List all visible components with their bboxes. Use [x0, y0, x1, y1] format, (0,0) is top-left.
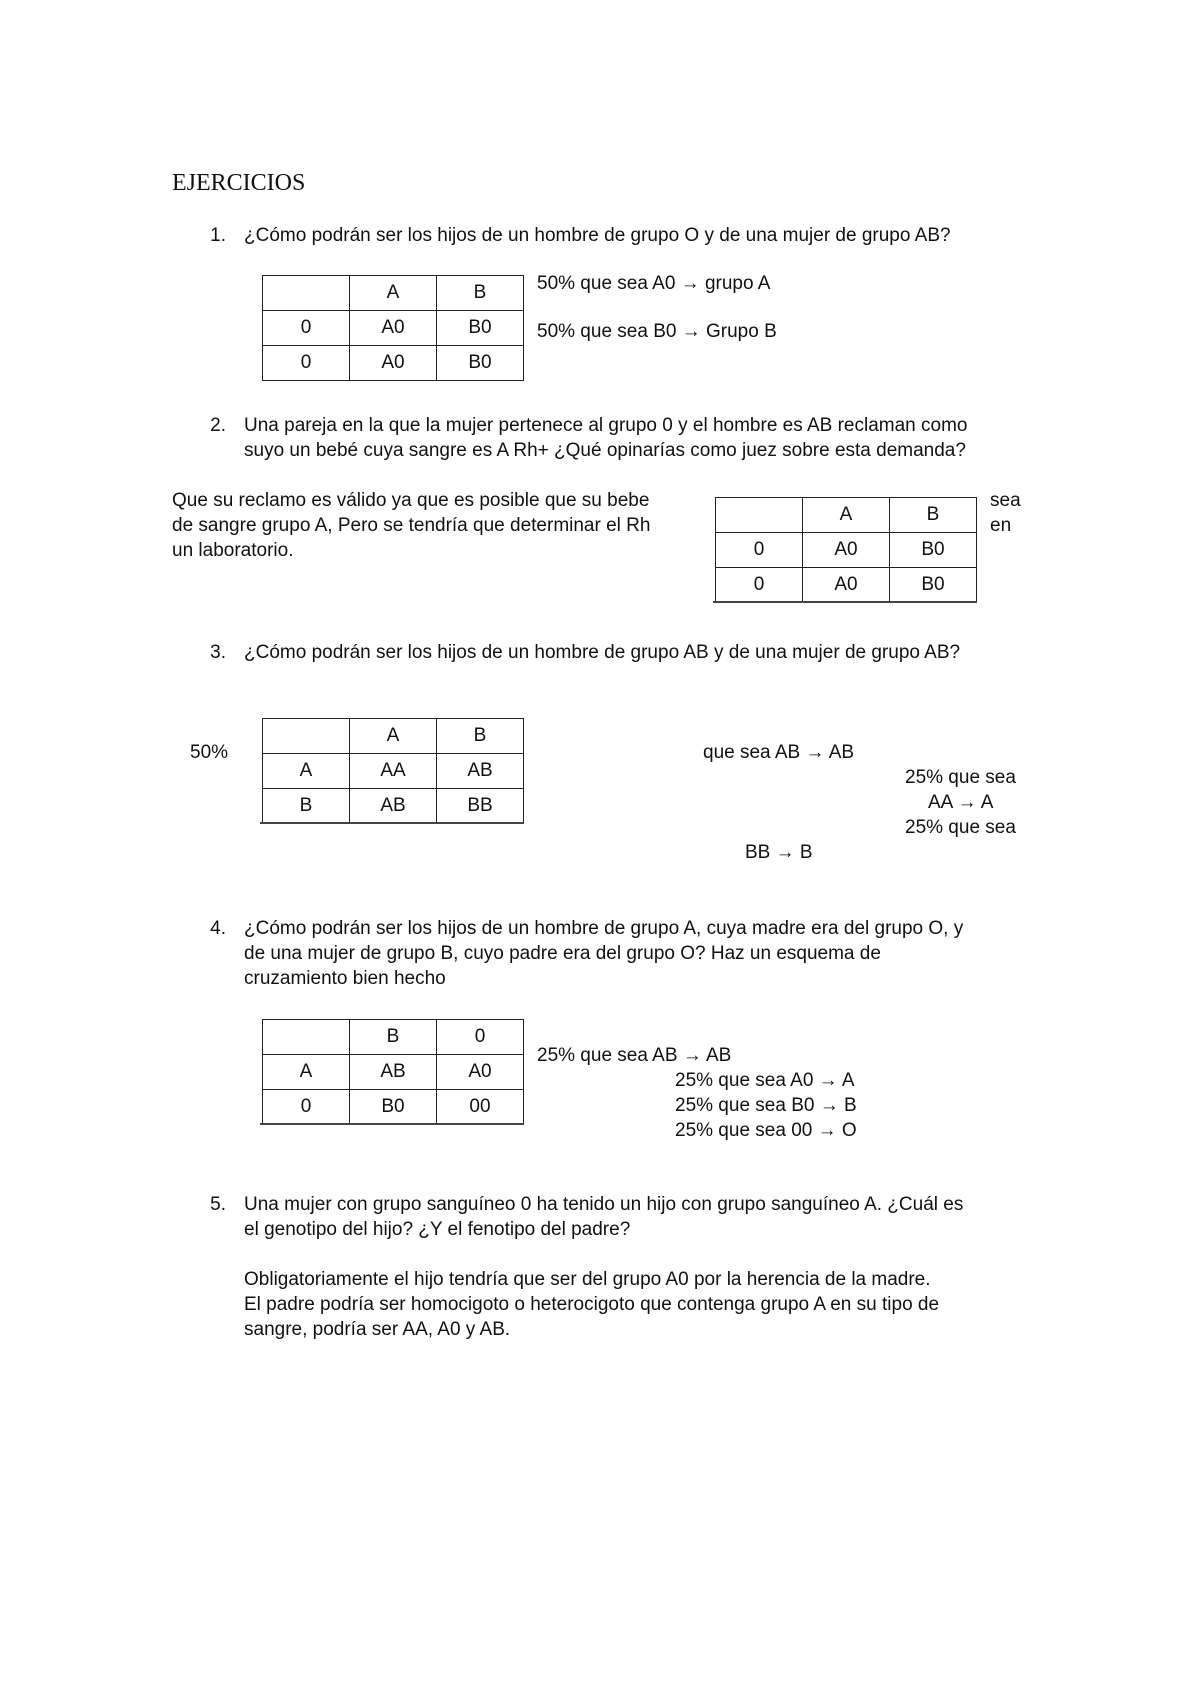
table-cell: AB — [350, 789, 437, 824]
table-cell: 0 — [263, 311, 350, 346]
q2-answer-side-1: sea — [990, 490, 1021, 511]
q5-answer-line-2: El padre podría ser homocigoto o heterocigoto que contenga grupo A en su tipo de — [244, 1294, 940, 1315]
q2-answer-side-2: en — [990, 515, 1012, 536]
table-cell: A — [350, 719, 437, 754]
q2-number: 2. — [210, 415, 226, 436]
q3-result-5: BB → B — [745, 842, 813, 863]
q2-question-line-2: suyo un bebé cuya sangre es A Rh+ ¿Qué opinarías como juez sobre esta demanda? — [244, 440, 966, 461]
table-underline — [713, 601, 977, 603]
q3-punnett-table — [262, 718, 524, 824]
table-cell: A — [803, 498, 890, 533]
q2-question-line-1: Una pareja en la que la mujer pertenece al grupo 0 y el hombre es AB reclaman como — [244, 415, 968, 436]
table-cell: B — [263, 789, 350, 824]
table-cell: AB — [350, 1055, 437, 1090]
q5-answer-line-1: Obligatoriamente el hijo tendría que ser del grupo A0 por la herencia de la madre. — [244, 1269, 931, 1290]
q3-result-3: AA → A — [928, 792, 994, 813]
table-cell: B0 — [437, 346, 524, 381]
q3-left-label: 50% — [190, 742, 229, 763]
q4-result-2: 25% que sea A0 → A — [675, 1070, 855, 1091]
q3-result-1: que sea AB → AB — [703, 742, 855, 763]
q1-result-2: 50% que sea B0 → Grupo B — [537, 321, 777, 342]
table-cell: AB — [437, 754, 524, 789]
table-cell — [263, 1020, 350, 1055]
page-title: EJERCICIOS — [172, 170, 306, 196]
table-cell: B0 — [437, 311, 524, 346]
q4-result-4: 25% que sea 00 → O — [675, 1120, 857, 1141]
q4-question-line-3: cruzamiento bien hecho — [244, 968, 446, 989]
table-cell — [263, 276, 350, 311]
table-cell: A0 — [803, 533, 890, 568]
table-cell: B — [437, 719, 524, 754]
table-cell: 0 — [716, 568, 803, 603]
table-cell: 0 — [263, 1090, 350, 1125]
table-underline — [260, 822, 524, 824]
table-cell: B0 — [350, 1090, 437, 1125]
q5-question-line-1: Una mujer con grupo sanguíneo 0 ha tenido un hijo con grupo sanguíneo A. ¿Cuál es — [244, 1194, 964, 1215]
table-cell: 0 — [437, 1020, 524, 1055]
table-cell: B0 — [890, 568, 977, 603]
q3-question: ¿Cómo podrán ser los hijos de un hombre de grupo AB y de una mujer de grupo AB? — [244, 642, 961, 663]
table-cell: B — [437, 276, 524, 311]
q4-result-1: 25% que sea AB → AB — [537, 1045, 732, 1066]
q1-number: 1. — [210, 225, 226, 246]
q5-question-line-2: el genotipo del hijo? ¿Y el fenotipo del padre? — [244, 1219, 631, 1240]
table-cell: BB — [437, 789, 524, 824]
table-cell: A — [350, 276, 437, 311]
q1-result-1: 50% que sea A0 → grupo A — [537, 273, 771, 294]
q3-result-2: 25% que sea — [905, 767, 1016, 788]
table-cell: B — [350, 1020, 437, 1055]
q4-question-line-2: de una mujer de grupo B, cuyo padre era del grupo O? Haz un esquema de — [244, 943, 881, 964]
q4-number: 4. — [210, 918, 226, 939]
table-cell: A — [263, 754, 350, 789]
q4-question-line-1: ¿Cómo podrán ser los hijos de un hombre de grupo A, cuya madre era del grupo O, y — [244, 918, 964, 939]
table-cell: B0 — [890, 533, 977, 568]
table-cell: 0 — [263, 346, 350, 381]
q2-punnett-table — [715, 497, 977, 603]
table-cell: AA — [350, 754, 437, 789]
q3-result-4: 25% que sea — [905, 817, 1016, 838]
q4-punnett-table — [262, 1019, 524, 1125]
table-cell: A0 — [803, 568, 890, 603]
q5-answer-line-3: sangre, podría ser AA, A0 y AB. — [244, 1319, 511, 1340]
table-underline — [260, 1123, 524, 1125]
q5-number: 5. — [210, 1194, 226, 1215]
table-cell: A0 — [437, 1055, 524, 1090]
q4-result-3: 25% que sea B0 → B — [675, 1095, 857, 1116]
q2-answer-line-1: Que su reclamo es válido ya que es posible que su bebe — [172, 490, 650, 511]
table-cell: B — [890, 498, 977, 533]
table-cell: 0 — [716, 533, 803, 568]
q1-question: ¿Cómo podrán ser los hijos de un hombre de grupo O y de una mujer de grupo AB? — [244, 225, 951, 246]
table-cell: 00 — [437, 1090, 524, 1125]
table-cell: A0 — [350, 311, 437, 346]
table-cell: A — [263, 1055, 350, 1090]
q2-answer-line-2: de sangre grupo A, Pero se tendría que determinar el Rh — [172, 515, 651, 536]
table-cell: A0 — [350, 346, 437, 381]
q1-punnett-table — [262, 275, 524, 381]
q2-answer-line-3: un laboratorio. — [172, 540, 294, 561]
table-cell — [716, 498, 803, 533]
q3-number: 3. — [210, 642, 226, 663]
table-cell — [263, 719, 350, 754]
